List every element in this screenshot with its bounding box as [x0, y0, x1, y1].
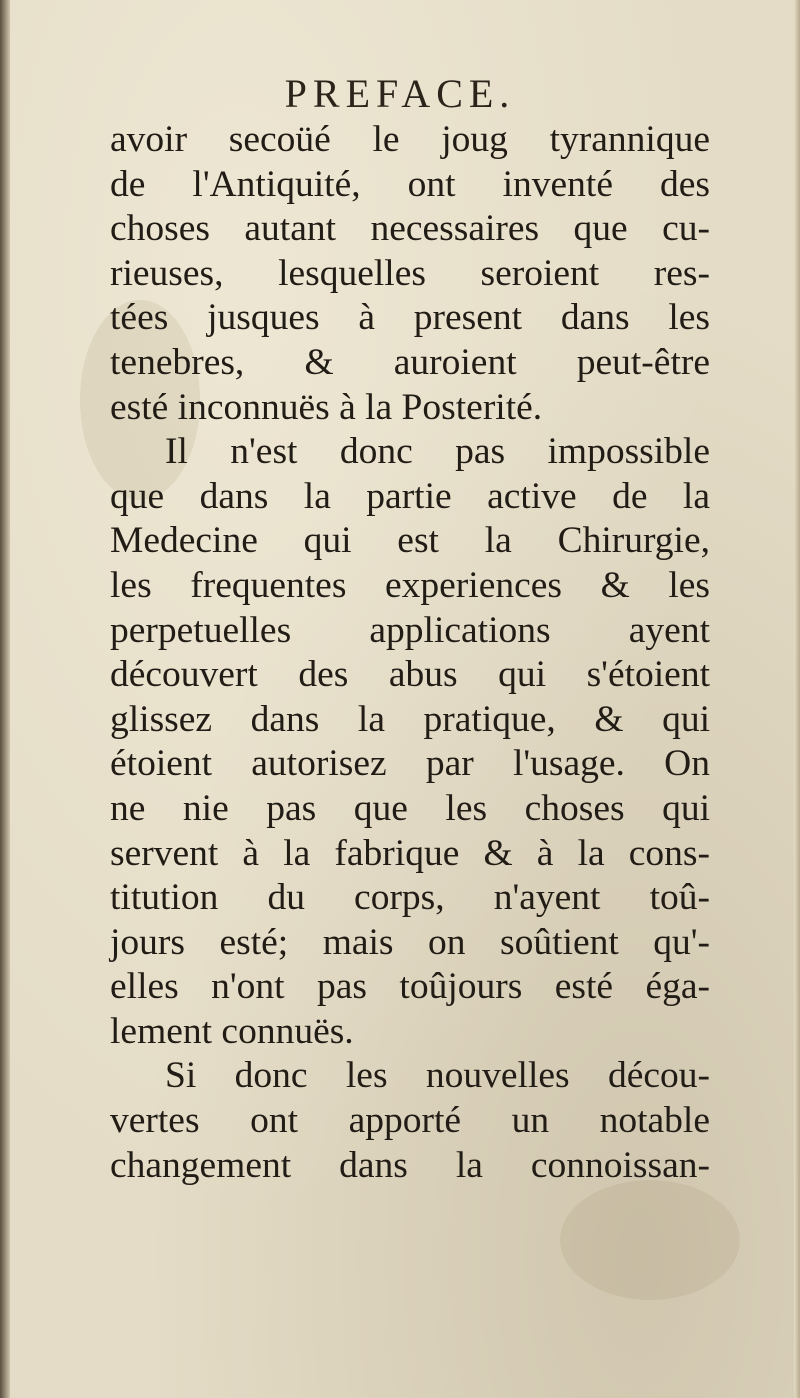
text-line: de l'Antiquité, ont inventé des — [110, 163, 710, 205]
text-line: choses autant necessaires que cu- — [110, 208, 710, 250]
text-line: Si donc les nouvelles décou- — [165, 1055, 710, 1097]
running-head: PREFACE. — [284, 71, 516, 116]
text-line: avoir secoüé le joug tyrannique — [110, 119, 710, 160]
text-line: que dans la partie active de la — [110, 475, 710, 517]
text-line: jours esté; mais on soûtient qu'- — [110, 921, 710, 963]
text-line: perpetuelles applications ayent — [110, 609, 710, 651]
body-text — [110, 118, 710, 1188]
text-line: esté inconnuës à la Posterité. — [110, 386, 543, 428]
text-line: titution du corps, n'ayent toû- — [110, 877, 710, 919]
text-line: Medecine qui est la Chirurgie, — [110, 520, 710, 562]
text-line: les frequentes experiences & les — [110, 564, 710, 606]
text-line: ne nie pas que les choses qui — [110, 787, 710, 829]
text-line: étoient autorisez par l'usage. On — [110, 743, 710, 785]
text-line: lement connuës. — [110, 1010, 354, 1052]
text-line: elles n'ont pas toûjours esté éga- — [110, 966, 710, 1008]
text-line: changement dans la connoissan- — [110, 1144, 710, 1186]
text-line: glissez dans la pratique, & qui — [110, 698, 710, 740]
text-line: tées jusques à present dans les — [110, 297, 710, 339]
text-line: rieuses, lesquelles seroient res- — [110, 252, 710, 294]
text-line: Il n'est donc pas impossible — [165, 431, 710, 473]
paper-stain — [560, 1180, 740, 1300]
text-line: vertes ont apporté un notable — [110, 1100, 710, 1142]
text-line: tenebres, & auroient peut-être — [110, 341, 710, 383]
page-gutter — [0, 0, 10, 1398]
text-line: découvert des abus qui s'étoient — [110, 654, 710, 696]
page-edge — [794, 0, 800, 1398]
text-line: servent à la fabrique & à la cons- — [110, 832, 710, 874]
